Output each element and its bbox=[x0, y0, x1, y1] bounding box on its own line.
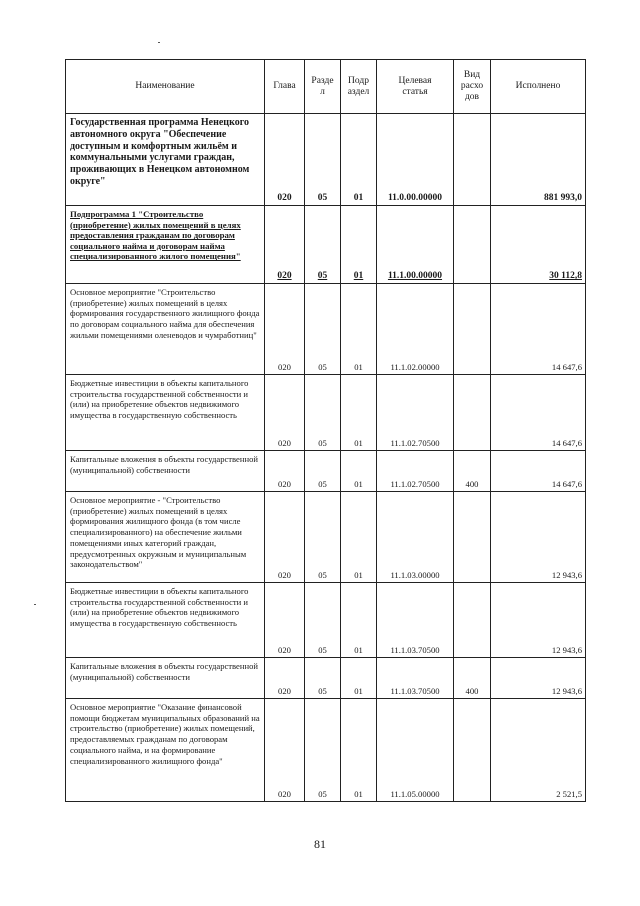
page-number: 81 bbox=[314, 837, 326, 851]
row-expense-type bbox=[454, 114, 491, 206]
row-target-article: 11.0.00.00000 bbox=[377, 114, 454, 206]
row-glava: 020 bbox=[265, 699, 305, 802]
row-razdel: 05 bbox=[305, 114, 341, 206]
row-executed: 12 943,6 bbox=[491, 583, 586, 658]
header-expense-type: Вид расхо дов bbox=[454, 60, 491, 114]
header-name: Наименование bbox=[66, 60, 265, 114]
row-target-article: 11.1.03.00000 bbox=[377, 492, 454, 583]
row-razdel: 05 bbox=[305, 375, 341, 451]
row-name: Основное мероприятие - "Строительство (приобретение) жилых помещений в целях формирования жилищного фонда (в том числе специализированного) на обеспечение жильми помещениями иных категорий граждан, предусмотренных окружным и муниципальным законодательством" bbox=[66, 492, 265, 583]
row-glava: 020 bbox=[265, 114, 305, 206]
row-target-article: 11.1.03.70500 bbox=[377, 583, 454, 658]
row-expense-type bbox=[454, 206, 491, 284]
row-target-article: 11.1.05.00000 bbox=[377, 699, 454, 802]
row-razdel: 05 bbox=[305, 583, 341, 658]
header-podrazdel: Подр аздел bbox=[341, 60, 377, 114]
row-podrazdel: 01 bbox=[341, 206, 377, 284]
row-expense-type bbox=[454, 583, 491, 658]
row-name: Бюджетные инвестиции в объекты капитального строительства государственной собственности и (или) на приобретение объектов недвижимого имущества в государственную собственность bbox=[66, 375, 265, 451]
row-podrazdel: 01 bbox=[341, 284, 377, 375]
budget-table bbox=[65, 59, 586, 802]
row-razdel: 05 bbox=[305, 451, 341, 492]
row-podrazdel: 01 bbox=[341, 699, 377, 802]
row-expense-type bbox=[454, 699, 491, 802]
row-podrazdel: 01 bbox=[341, 583, 377, 658]
scan-speck bbox=[158, 42, 160, 43]
row-target-article: 11.1.03.70500 bbox=[377, 658, 454, 699]
row-executed: 14 647,6 bbox=[491, 451, 586, 492]
table-row bbox=[66, 492, 586, 583]
row-executed: 14 647,6 bbox=[491, 284, 586, 375]
table-row bbox=[66, 699, 586, 802]
row-glava: 020 bbox=[265, 658, 305, 699]
row-glava: 020 bbox=[265, 206, 305, 284]
header-glava: Глава bbox=[265, 60, 305, 114]
table-row bbox=[66, 284, 586, 375]
row-name: Капитальные вложения в объекты государственной (муниципальной) собственности bbox=[66, 451, 265, 492]
row-executed: 30 112,8 bbox=[491, 206, 586, 284]
row-glava: 020 bbox=[265, 375, 305, 451]
table-row bbox=[66, 451, 586, 492]
header-razdel: Разде л bbox=[305, 60, 341, 114]
table-row bbox=[66, 658, 586, 699]
row-name: Основное мероприятие "Строительство (приобретение) жилых помещений в целях формирования государственного жилищного фонда по договорам социального найма для обеспечения жильми помещениями оленеводов и чумработниц" bbox=[66, 284, 265, 375]
table-row bbox=[66, 375, 586, 451]
table-row bbox=[66, 583, 586, 658]
row-executed: 2 521,5 bbox=[491, 699, 586, 802]
row-podrazdel: 01 bbox=[341, 492, 377, 583]
row-glava: 020 bbox=[265, 583, 305, 658]
row-expense-type: 400 bbox=[454, 451, 491, 492]
row-executed: 881 993,0 bbox=[491, 114, 586, 206]
row-razdel: 05 bbox=[305, 492, 341, 583]
row-name: Бюджетные инвестиции в объекты капитального строительства государственной собственности и (или) на приобретение объектов недвижимого имущества в государственную собственность bbox=[66, 583, 265, 658]
row-razdel: 05 bbox=[305, 284, 341, 375]
row-executed: 12 943,6 bbox=[491, 658, 586, 699]
header-executed: Исполнено bbox=[491, 60, 586, 114]
table-header-row bbox=[66, 60, 586, 114]
row-podrazdel: 01 bbox=[341, 451, 377, 492]
row-name: Подпрограмма 1 "Строительство (приобретение) жилых помещений в целях предоставления гражданам по договорам социального найма и договорам найма специализированного жилого помещения" bbox=[66, 206, 265, 284]
table-row bbox=[66, 114, 586, 206]
row-expense-type bbox=[454, 375, 491, 451]
row-expense-type bbox=[454, 284, 491, 375]
row-glava: 020 bbox=[265, 492, 305, 583]
scan-speck bbox=[34, 604, 36, 605]
row-target-article: 11.1.00.00000 bbox=[377, 206, 454, 284]
row-podrazdel: 01 bbox=[341, 375, 377, 451]
row-name: Основное мероприятие "Оказание финансовой помощи бюджетам муниципальных образований на строительство (приобретение) жилых помещений, предоставляемых гражданам по договорам социального найма, и на формирование специализированного жилищного фонда" bbox=[66, 699, 265, 802]
header-target-article: Целевая статья bbox=[377, 60, 454, 114]
row-expense-type: 400 bbox=[454, 658, 491, 699]
row-target-article: 11.1.02.70500 bbox=[377, 375, 454, 451]
row-executed: 12 943,6 bbox=[491, 492, 586, 583]
row-target-article: 11.1.02.00000 bbox=[377, 284, 454, 375]
row-razdel: 05 bbox=[305, 699, 341, 802]
row-razdel: 05 bbox=[305, 206, 341, 284]
row-glava: 020 bbox=[265, 451, 305, 492]
row-expense-type bbox=[454, 492, 491, 583]
row-target-article: 11.1.02.70500 bbox=[377, 451, 454, 492]
row-name: Капитальные вложения в объекты государственной (муниципальной) собственности bbox=[66, 658, 265, 699]
row-razdel: 05 bbox=[305, 658, 341, 699]
table-row bbox=[66, 206, 586, 284]
row-executed: 14 647,6 bbox=[491, 375, 586, 451]
row-podrazdel: 01 bbox=[341, 114, 377, 206]
row-podrazdel: 01 bbox=[341, 658, 377, 699]
row-name: Государственная программа Ненецкого автономного округа "Обеспечение доступным и комфортным жильём и коммунальными услугами граждан, проживающих в Ненецком автономном округе" bbox=[66, 114, 265, 206]
row-glava: 020 bbox=[265, 284, 305, 375]
